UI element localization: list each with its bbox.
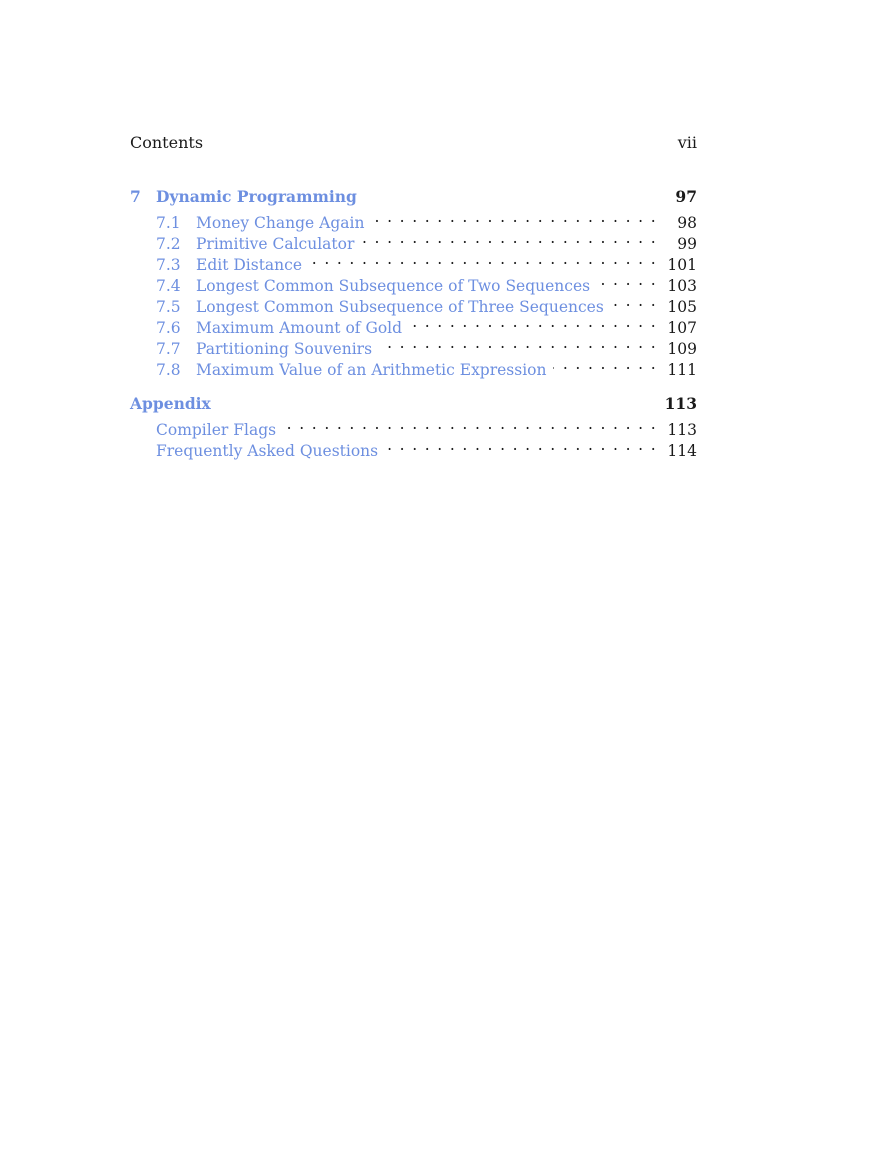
section-page-number: 111 [667,361,697,379]
chapter-page-number: 97 [675,187,697,206]
section-title-link[interactable]: Edit Distance [196,256,302,274]
section-title-link[interactable]: Longest Common Subsequence of Two Sequences [196,277,591,295]
section-number[interactable]: 7.8 [156,361,181,379]
section-number[interactable]: 7.3 [156,256,181,274]
section-title-link[interactable]: Money Change Again [196,214,365,232]
running-head-title: Contents [130,133,204,152]
section-number[interactable]: 7.1 [156,214,181,232]
running-head-page-number: vii [677,133,697,152]
section-title-link[interactable]: Primitive Calculator [196,235,355,253]
toc-section-entry[interactable] [130,414,697,439]
toc-section-entry[interactable] [130,207,697,232]
appendix-page-number: 113 [664,394,697,413]
dot-leader [553,354,658,375]
section-page-number: 113 [667,421,697,439]
dot-leader [308,249,657,270]
section-page-number: 107 [667,319,697,337]
toc-appendix [130,393,697,460]
dot-leader [360,228,657,249]
dot-leader [610,291,657,312]
section-number[interactable]: 7.2 [156,235,181,253]
section-page-number: 105 [667,298,697,316]
toc-appendix-entry[interactable] [130,393,697,414]
dot-leader [408,312,657,333]
section-page-number: 98 [677,214,697,232]
appendix-title-link[interactable]: Appendix [130,394,211,413]
section-page-number: 103 [667,277,697,295]
section-page-number: 109 [667,340,697,358]
section-page-number: 114 [667,442,697,460]
section-title-link[interactable]: Partitioning Souvenirs [196,340,373,358]
section-title-link[interactable]: Frequently Asked Questions [156,442,379,460]
section-number[interactable]: 7.4 [156,277,181,295]
running-head [130,133,697,153]
toc-chapter-7 [130,186,697,379]
chapter-title-link[interactable]: Dynamic Programming [156,187,357,206]
section-page-number: 101 [667,256,697,274]
dot-leader [596,270,657,291]
section-title-link[interactable]: Compiler Flags [156,421,277,439]
section-number[interactable]: 7.6 [156,319,181,337]
section-title-link[interactable]: Maximum Amount of Gold [196,319,403,337]
chapter-number[interactable]: 7 [130,187,141,206]
dot-leader [378,333,657,354]
section-title-link[interactable]: Longest Common Subsequence of Three Sequences [196,298,604,316]
dot-leader [384,435,657,456]
section-title-link[interactable]: Maximum Value of an Arithmetic Expression [196,361,547,379]
section-number[interactable]: 7.5 [156,298,181,316]
dot-leader [282,414,657,435]
dot-leader [370,207,657,228]
section-page-number: 99 [677,235,697,253]
toc-chapter-entry[interactable] [130,186,697,207]
section-number[interactable]: 7.7 [156,340,181,358]
